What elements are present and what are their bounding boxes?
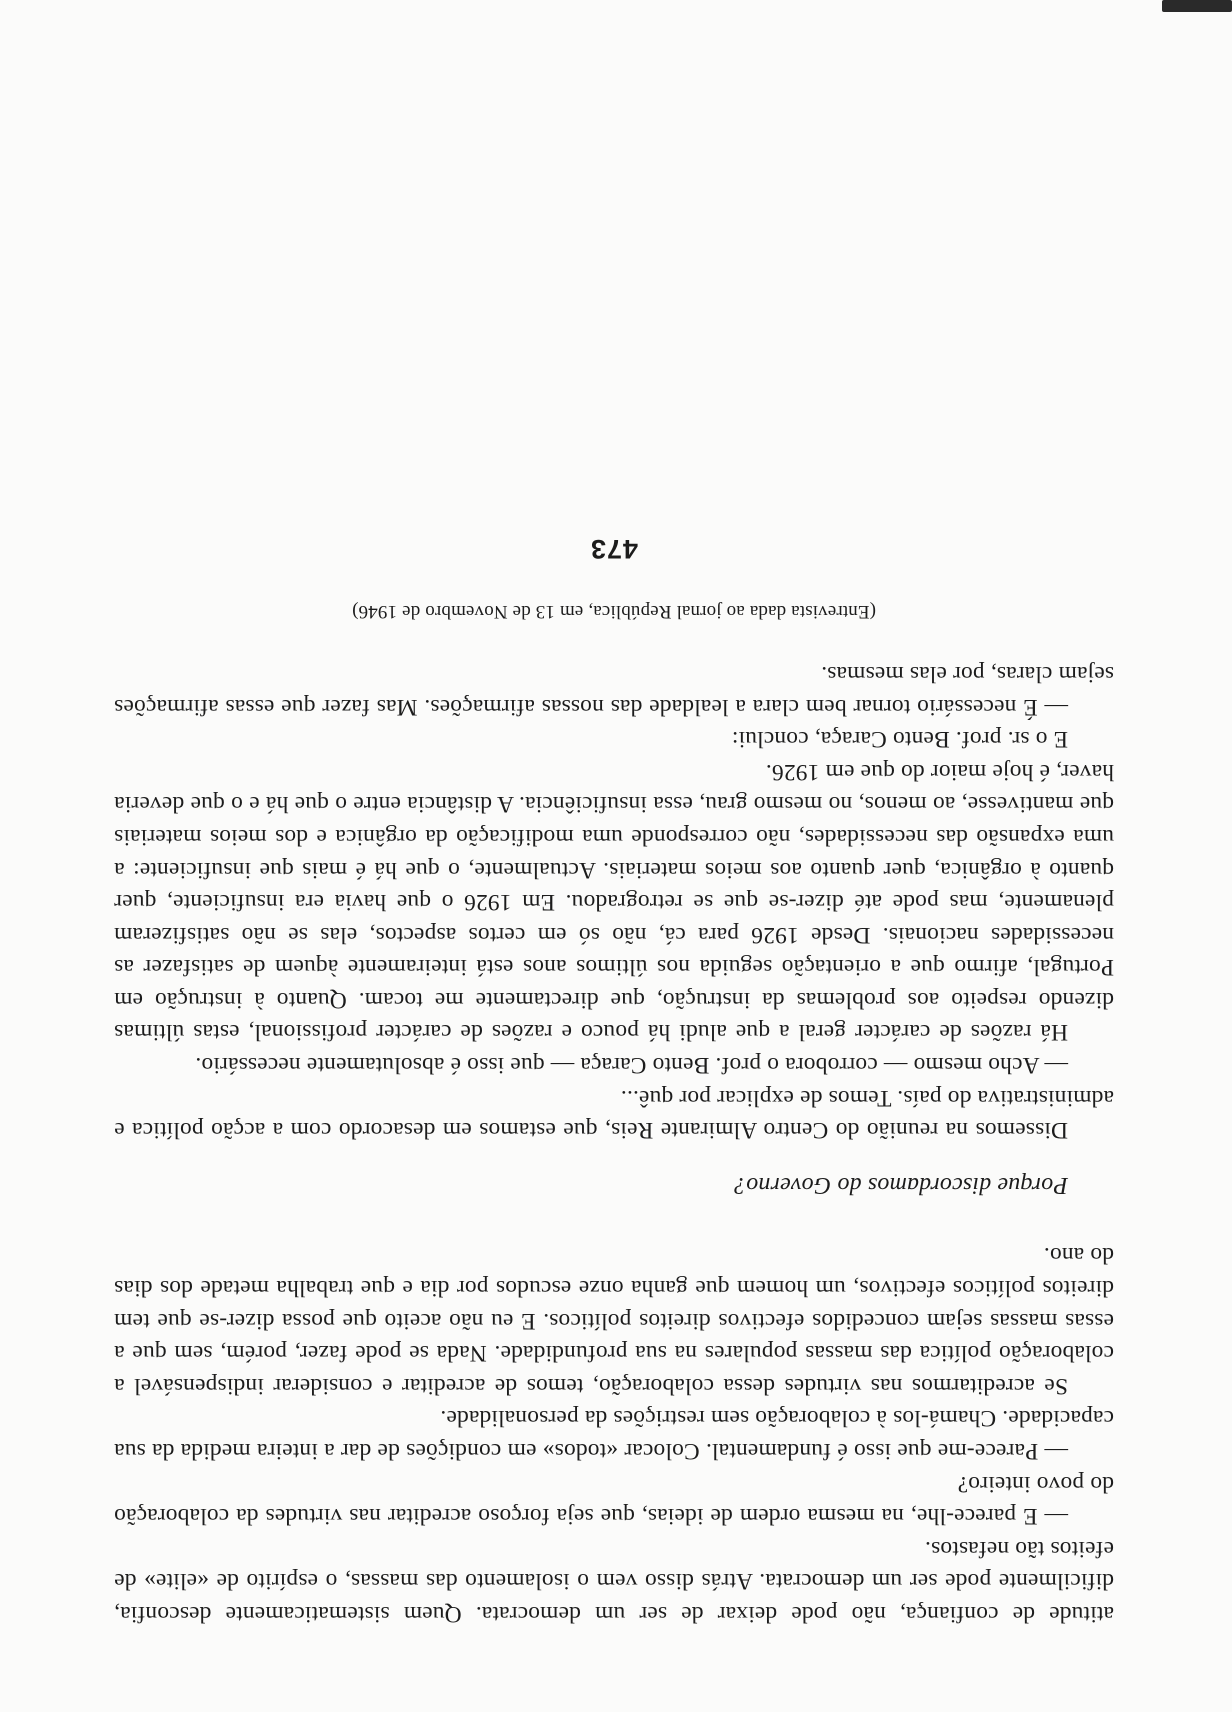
paragraph: Há razões de carácter geral a que aludi há pouco e razões de carácter profissional, estas últimas dizendo respeito aos problemas da instrução, que directamente me tocam. Quanto à instrução em Portugal, afirmo que a orientação seguida nos últimos anos está inteiramente àquem de satisfazer as necessidades nacionais. Desde 1926 para cá, não só em certos aspectos, elas se não satisfizeram plenamente, mas pode até dizer-se que se retrogradou. Em 1926 o que havia era insuficiente, quer quanto à orgânica, quer quanto aos meios materiais. Actualmente, o que há é mais que insuficiente: a uma expansão das necessidades, não corresponde uma modificação da orgânica e dos meios materiais que mantivesse, ao menos, no mesmo grau, essa insuficiência. A distância entre o que há e o que deveria haver, é hoje maior do que em 1926. bbox=[114, 758, 1114, 1046]
paragraph: — É necessário tornar bem clara a lealdade das nossas afirmações. Mas fazer que essas afirmações sejam claras, por elas mesmas. bbox=[114, 660, 1114, 720]
body-text bbox=[114, 533, 1114, 1630]
paragraph: Se acreditarmos nas virtudes dessa colaboração, temos de acreditar e considerar indispensável a colaboração política das massas populares na sua profundidade. Nada se pode fazer, porém, sem que a essas massas sejam concedidos efectivos direitos políticos. E eu não aceito que possa dizer-se que tem direitos políticos efectivos, um homem que ganha onze escudos por dia e que trabalha metade dos dias do ano. bbox=[114, 1242, 1114, 1399]
paragraph: atitude de confiança, não pode deixar de ser um democrata. Quem sistematicamente desconfia, dificilmente pode ser um democrata. Atrás disso vem o isolamento das massas, o espírito de «elite» de efeitos tão nefastos. bbox=[114, 1535, 1114, 1627]
scan-edge-mark bbox=[1162, 0, 1232, 12]
source-note: (Entrevista dada ao jornal República, em 13 de Novembro de 1946) bbox=[351, 601, 877, 623]
paragraph: — E parece-lhe, na mesma ordem de ideias, que seja forçoso acreditar nas virtudes da colaboração do povo inteiro? bbox=[114, 1470, 1114, 1530]
page-number: 473 bbox=[589, 534, 639, 565]
paragraph: — Acho mesmo — corrobora o prof. Bento Caraça — que isso é absolutamente necessário. bbox=[195, 1052, 1068, 1079]
paragraph: — Parece-me que isso é fundamental. Colocar «todos» em condições de dar a inteira medida da sua capacidade. Chamá-los à colaboração sem restrições da personalidade. bbox=[114, 1405, 1114, 1465]
paragraph: Dissemos na reunião do Centro Almirante Reis, que estamos em desacordo com a acção política e administrativa do país. Temos de explicar por quê... bbox=[114, 1084, 1114, 1144]
paragraph: E o sr. prof. Bento Caraça, conclui: bbox=[731, 726, 1068, 753]
section-heading: Porque discordamos do Governo? bbox=[733, 1171, 1068, 1198]
